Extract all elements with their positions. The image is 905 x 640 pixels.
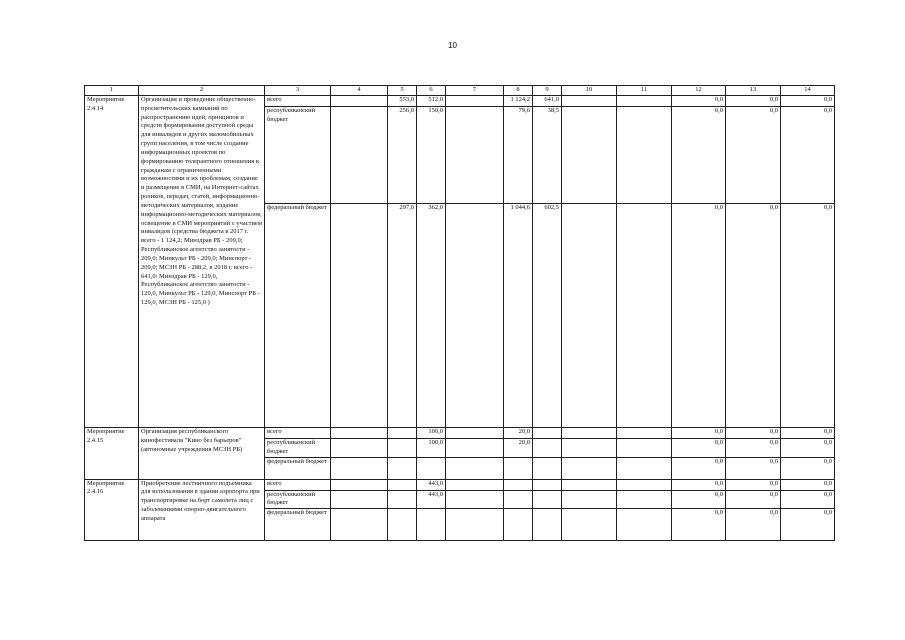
value-cell-c12: 0,0 [672,428,726,439]
value-cell-c7 [446,204,504,428]
funding-source: республиканский бюджет [265,490,331,509]
column-header: 5 [388,86,417,96]
value-cell-c13: 0,0 [726,479,781,490]
column-header: 4 [331,86,388,96]
value-cell-c4 [331,490,388,509]
value-cell-c5 [388,479,417,490]
value-cell-c8 [504,509,533,541]
value-cell-c13: 0,0 [726,428,781,439]
value-cell-c14: 0,0 [781,96,835,107]
value-cell-c7 [446,509,504,541]
budget-table [84,85,835,541]
funding-source: всего [265,96,331,107]
value-cell-c13: 0,0 [726,439,781,458]
value-cell-c10 [562,479,617,490]
value-cell-c14: 0,0 [781,509,835,541]
value-cell-c6: 512,0 [417,96,446,107]
value-cell-c13: 0,0 [726,457,781,479]
value-cell-c9 [533,457,562,479]
funding-source: всего [265,479,331,490]
value-cell-c6 [417,509,446,541]
column-header: 6 [417,86,446,96]
value-cell-c11 [617,439,672,458]
value-cell-c5 [388,490,417,509]
value-cell-c10 [562,204,617,428]
value-cell-c11 [617,490,672,509]
activity-code: Мероприятие 2.4.16 [85,479,139,541]
value-cell-c13: 0,0 [726,509,781,541]
column-header: 10 [562,86,617,96]
value-cell-c11 [617,96,672,107]
value-cell-c10 [562,490,617,509]
value-cell-c10 [562,96,617,107]
activity-code: Мероприятие 2.4.14 [85,96,139,428]
value-cell-c10 [562,509,617,541]
value-cell-c11 [617,509,672,541]
value-cell-c6: 100,0 [417,439,446,458]
value-cell-c12: 0,0 [672,107,726,204]
activity-description: Организация и проведение общественно-просветительских кампаний по распространению идей, принципов и средств формирования доступной среды для инвалидов и других маломобильных групп населения, в том числе создание информационных проектов по формированию толерантного отношения к гражданам с ограниченными возможностями и их проблемам, создание и размещение в СМИ, на Интернет-сайтах роликов, передач, статей, информационно-методических материалов, изданиe информационно-методических материалов, освещение в СМИ мероприятий с участием инвалидов (средства бюджета в 2017 г. всего - 1 124,2; Минздрав РБ - 209,0; Республиканское агентство занятости - 209,0; Минкульт РБ - 209,0; Минспорт - 209,0; МСЗН РБ - 288,2, в 2018 г. всего - 641,0: Минздрав РБ - 129,0, Республиканское агентство занятости - 129,0, Минкульт РБ - 129,0, Минспорт РБ - 129,0, МСЗН РБ - 125,0 ) [139,96,265,428]
value-cell-c13: 0,0 [726,107,781,204]
value-cell-c5 [388,439,417,458]
funding-source: республиканский бюджет [265,439,331,458]
value-cell-c14: 0,0 [781,428,835,439]
value-cell-c4 [331,428,388,439]
value-cell-c7 [446,457,504,479]
column-header: 14 [781,86,835,96]
value-cell-c10 [562,428,617,439]
value-cell-c4 [331,509,388,541]
value-cell-c8: 79,6 [504,107,533,204]
value-cell-c12: 0,0 [672,439,726,458]
value-cell-c7 [446,490,504,509]
value-cell-c9 [533,509,562,541]
column-header: 13 [726,86,781,96]
value-cell-c11 [617,428,672,439]
table-row [85,479,835,490]
activity-description: Организация республиканского кинофестиваля "Кино без барьеров" (автономные учреждения МСЗН РБ) [139,428,265,480]
value-cell-c5: 553,0 [388,96,417,107]
value-cell-c14: 0,0 [781,204,835,428]
value-cell-c6: 443,0 [417,490,446,509]
value-cell-c11 [617,479,672,490]
value-cell-c14: 0,0 [781,479,835,490]
value-cell-c9 [533,428,562,439]
value-cell-c9: 602,5 [533,204,562,428]
column-header: 1 [85,86,139,96]
funding-source: федеральный бюджет [265,204,331,428]
value-cell-c12: 0,0 [672,457,726,479]
value-cell-c7 [446,96,504,107]
column-header: 7 [446,86,504,96]
value-cell-c4 [331,96,388,107]
column-header: 12 [672,86,726,96]
column-header: 3 [265,86,331,96]
value-cell-c8: 1 044,6 [504,204,533,428]
header-row [85,86,835,96]
value-cell-c6: 150,0 [417,107,446,204]
value-cell-c8 [504,479,533,490]
value-cell-c9: 641,0 [533,96,562,107]
value-cell-c9 [533,439,562,458]
value-cell-c13: 0,0 [726,490,781,509]
value-cell-c8: 20,0 [504,428,533,439]
value-cell-c13: 0,0 [726,204,781,428]
value-cell-c11 [617,457,672,479]
funding-source: федеральный бюджет [265,509,331,541]
value-cell-c12: 0,0 [672,204,726,428]
value-cell-c4 [331,479,388,490]
value-cell-c7 [446,479,504,490]
value-cell-c14: 0,0 [781,107,835,204]
value-cell-c14: 0,0 [781,439,835,458]
column-header: 2 [139,86,265,96]
value-cell-c6: 100,0 [417,428,446,439]
value-cell-c12: 0,0 [672,490,726,509]
column-header: 11 [617,86,672,96]
value-cell-c13: 0,0 [726,96,781,107]
value-cell-c5 [388,428,417,439]
value-cell-c5 [388,457,417,479]
column-header: 8 [504,86,533,96]
value-cell-c4 [331,204,388,428]
value-cell-c8: 20,0 [504,439,533,458]
value-cell-c10 [562,439,617,458]
value-cell-c12: 0,0 [672,479,726,490]
value-cell-c11 [617,107,672,204]
value-cell-c5 [388,509,417,541]
column-header: 9 [533,86,562,96]
funding-source: федеральный бюджет [265,457,331,479]
value-cell-c11 [617,204,672,428]
funding-source: всего [265,428,331,439]
value-cell-c9 [533,490,562,509]
value-cell-c4 [331,439,388,458]
value-cell-c5: 256,0 [388,107,417,204]
value-cell-c10 [562,107,617,204]
value-cell-c7 [446,439,504,458]
value-cell-c8 [504,490,533,509]
funding-source: республиканский бюджет [265,107,331,204]
value-cell-c6: 362,0 [417,204,446,428]
value-cell-c7 [446,107,504,204]
activity-code: Мероприятие 2.4.15 [85,428,139,480]
value-cell-c9: 38,5 [533,107,562,204]
page-number: 10 [448,41,457,50]
value-cell-c8: 1 124,2 [504,96,533,107]
value-cell-c4 [331,107,388,204]
value-cell-c14: 0,0 [781,490,835,509]
value-cell-c6 [417,457,446,479]
table-row [85,428,835,439]
value-cell-c10 [562,457,617,479]
table-body [85,86,835,541]
value-cell-c12: 0,0 [672,509,726,541]
value-cell-c6: 443,0 [417,479,446,490]
value-cell-c8 [504,457,533,479]
value-cell-c7 [446,428,504,439]
table-row [85,96,835,107]
value-cell-c9 [533,479,562,490]
value-cell-c12: 0,0 [672,96,726,107]
value-cell-c5: 297,0 [388,204,417,428]
value-cell-c14: 0,0 [781,457,835,479]
activity-description: Приобретение лестничного подъемника для использования в здании аэропорта при транспортировке на борт самолета лиц с заболеваниями опорно-двигательного аппарата [139,479,265,541]
value-cell-c4 [331,457,388,479]
